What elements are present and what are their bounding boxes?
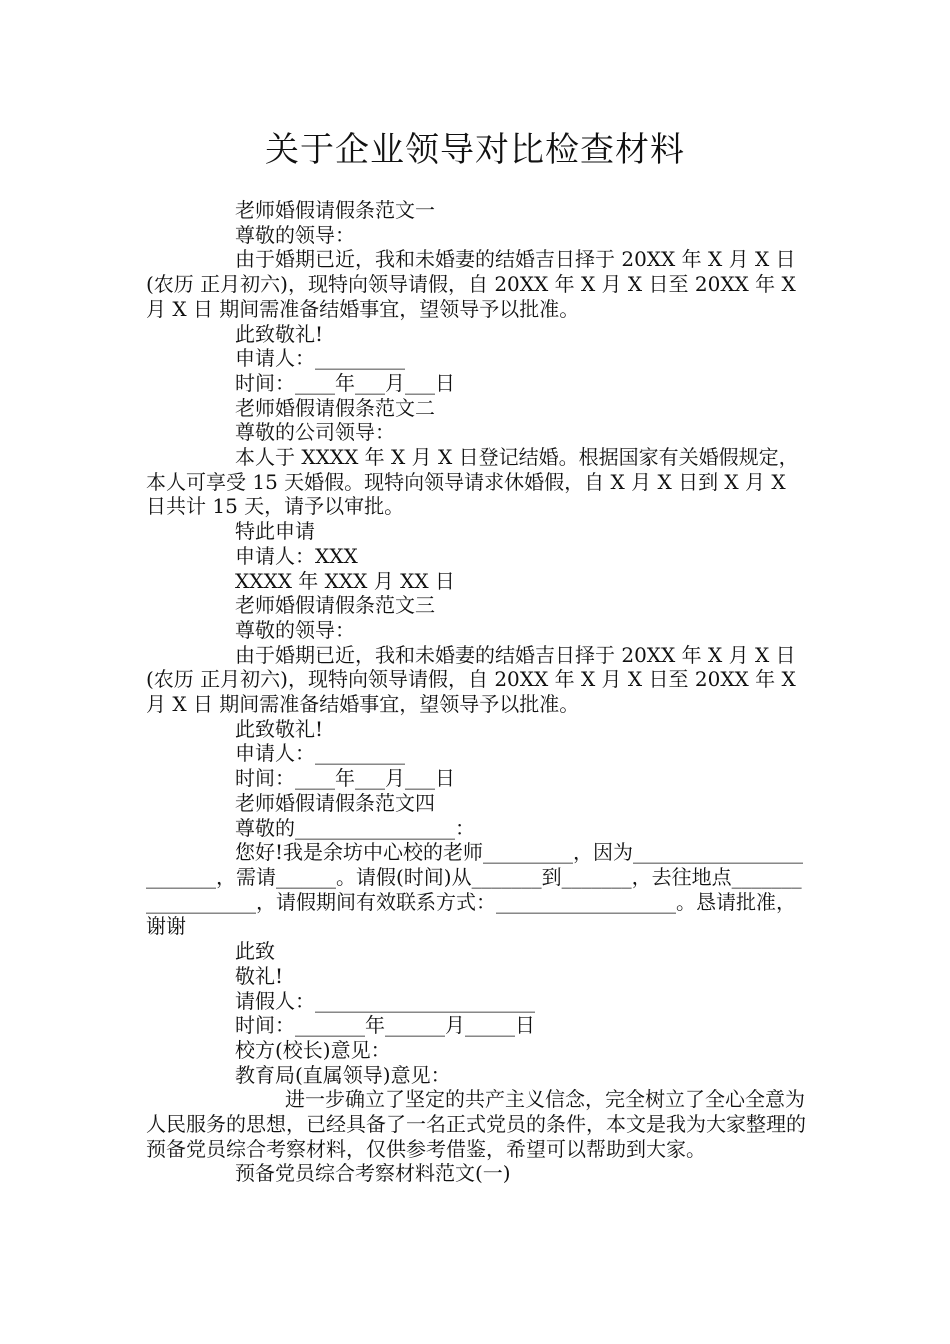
paragraph: 尊敬的公司领导：: [235, 420, 395, 445]
paragraph: 此致: [235, 939, 275, 964]
paragraph: 老师婚假请假条范文三: [235, 593, 435, 618]
paragraph: 您好!我是余坊中心校的老师_________，因为________________________，需请______。请假(时间)从_______到_______，去往地点__________________，请假期间有效联系方式：__________________。恳请批准，谢谢: [146, 840, 804, 939]
paragraph: 由于婚期已近，我和未婚妻的结婚吉日择于 20XX 年 X 月 X 日(农历 正月初六)，现特向领导请假，自 20XX 年 X 月 X 日至 20XX 年 X 月 X 日 期间需准备结婚事宜，望领导予以批准。: [146, 247, 803, 321]
paragraph: 老师婚假请假条范文四: [235, 790, 435, 815]
paragraph: 申请人：XXX: [235, 543, 358, 568]
paragraph: 进一步确立了坚定的共产主义信念，完全树立了全心全意为人民服务的思想，已经具备了一名正式党员的条件，本文是我为大家整理的预备党员综合考察材料，仅供参考借鉴，希望可以帮助到大家。: [146, 1087, 806, 1161]
paragraph: 校方(校长)意见：: [235, 1037, 391, 1062]
paragraph: 尊敬的领导：: [235, 222, 355, 247]
paragraph: 特此申请: [235, 519, 315, 544]
paragraph: 由于婚期已近，我和未婚妻的结婚吉日择于 20XX 年 X 月 X 日(农历 正月初六)，现特向领导请假，自 20XX 年 X 月 X 日至 20XX 年 X 月 X 日 期间需准备结婚事宜，望领导予以批准。: [146, 642, 803, 717]
paragraph: 申请人：_________: [235, 346, 405, 371]
paragraph: 时间：____年___月___日: [235, 766, 455, 791]
paragraph: 此致敬礼!: [235, 716, 324, 741]
paragraph: 尊敬的领导：: [235, 617, 355, 642]
paragraph: 老师婚假请假条范文一: [235, 198, 435, 222]
document-title: 关于企业领导对比检查材料: [265, 130, 685, 170]
paragraph: 敬礼!: [235, 963, 284, 988]
paragraph: 尊敬的________________：: [235, 815, 475, 840]
paragraph: 请假人：______________________: [235, 988, 535, 1013]
paragraph: 老师婚假请假条范文二: [235, 395, 435, 420]
paragraph: 本人于 XXXX 年 X 月 X 日登记结婚。根据国家有关婚假规定，本人可享受 15 天婚假。现特向领导请求休婚假，自 X 月 X 日到 X 月 X 日共计 15 天，请予以审批。: [146, 445, 799, 519]
paragraph: 教育局(直属领导)意见：: [235, 1062, 451, 1087]
paragraph: XXXX 年 XXX 月 XX 日: [235, 568, 455, 593]
paragraph: 预备党员综合考察材料范文(一): [235, 1161, 511, 1186]
paragraph: 申请人：_________: [235, 741, 405, 766]
paragraph: 此致敬礼!: [235, 321, 324, 346]
paragraph: 时间：____年___月___日: [235, 370, 455, 395]
document-body: [146, 198, 810, 1186]
paragraph: 时间：_______年______月_____日: [235, 1013, 535, 1038]
